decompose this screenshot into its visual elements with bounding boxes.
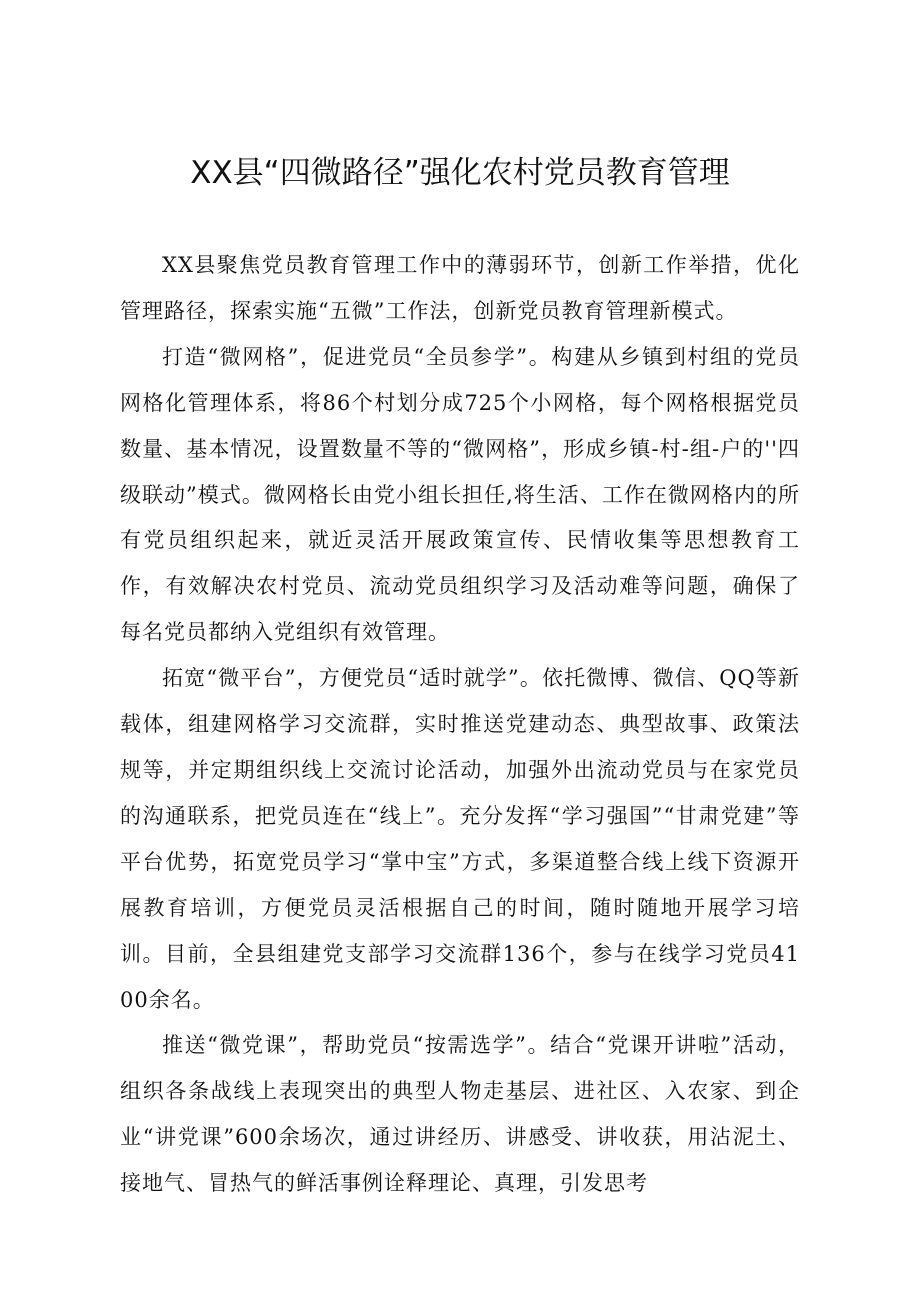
document-body — [120, 243, 800, 1207]
document-title: XX县“四微路径”强化农村党员教育管理 — [190, 155, 730, 191]
paragraph-micro-platform: 拓宽“微平台”，方便党员“适时就学”。依托微博、微信、QQ等新载体，组建网格学习交流群，实时推送党建动态、典型故事、政策法规等，并定期组织线上交流讨论活动，加强外出流动党员与在家党员的沟通联系，把党员连在“线上”。充分发挥“学习强国”“甘肃党建”等平台优势，拓宽党员学习“掌中宝”方式，多渠道整合线上线下资源开展教育培训，方便党员灵活根据自己的时间，随时随地开展学习培训。目前，全县组建党支部学习交流群136个，参与在线学习党员4100余名。 — [120, 666, 800, 1012]
paragraph-micro-lecture: 推送“微党课”，帮助党员“按需选学”。结合“党课开讲啦”活动，组织各条战线上表现突出的典型人物走基层、进社区、入农家、到企业“讲党课”600余场次，通过讲经历、讲感受、讲收获，用沾泥土、接地气、冒热气的鲜活事例诠释理论、真理，引发思考 — [120, 1033, 800, 1196]
paragraph-intro: XX县聚焦党员教育管理工作中的薄弱环节，创新工作举措，优化管理路径，探索实施“五微”工作法，创新党员教育管理新模式。 — [120, 253, 800, 323]
paragraph-micro-grid: 打造“微网格”，促进党员“全员参学”。构建从乡镇到村组的党员网格化管理体系，将86个村划分成725个小网格，每个网格根据党员数量、基本情况，设置数量不等的“微网格”，形成乡镇-村-组-户的''四级联动”模式。微网格长由党小组长担任,将生活、工作在微网格内的所有党员组织起来，就近灵活开展政策宣传、民情收集等思想教育工作，有效解决农村党员、流动党员组织学习及活动难等问题，确保了每名党员都纳入党组织有效管理。 — [120, 344, 800, 645]
